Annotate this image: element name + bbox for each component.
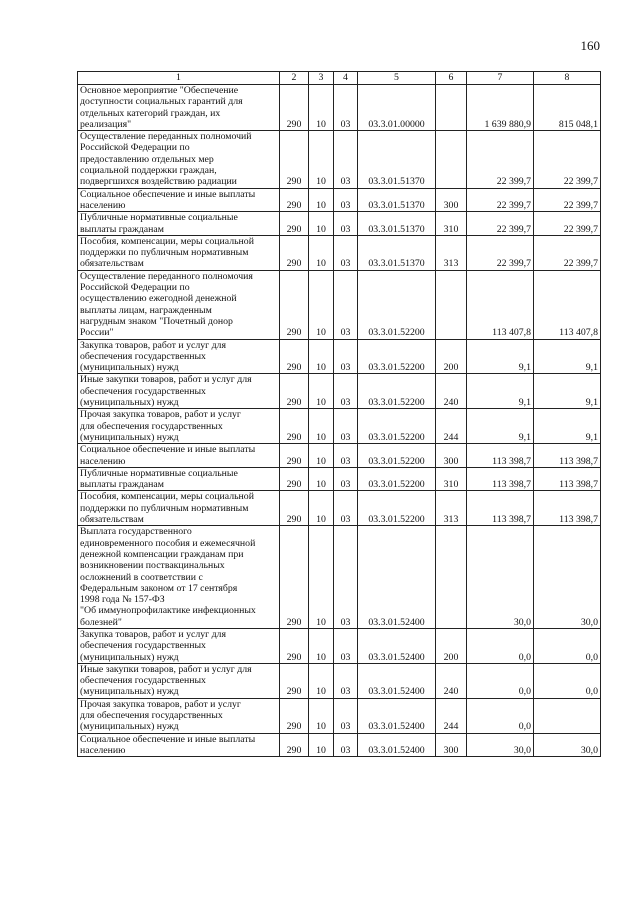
cell-name-line: Российской Федерации по — [80, 142, 190, 154]
cell-name-line: болезней" — [80, 616, 122, 628]
cell-name-line: (муниципальных) нужд — [80, 362, 179, 374]
cell-target-article: 03.3.01.51370 — [358, 212, 436, 236]
cell-amount-2: 9,1 — [534, 339, 601, 374]
cell-amount-2: 22 399,7 — [534, 212, 601, 236]
cell-target-article: 03.3.01.52400 — [358, 663, 436, 698]
cell-name-line: населению — [80, 744, 126, 756]
cell-expense-type: 244 — [436, 409, 467, 444]
cell-name-line: подвергшихся воздействию радиации — [80, 176, 237, 188]
cell-section: 10 — [309, 467, 334, 491]
cell-section: 10 — [309, 733, 334, 757]
cell-amount-2: 113 398,7 — [534, 444, 601, 468]
cell-expense-type: 200 — [436, 629, 467, 664]
cell-name-line: Пособия, компенсации, меры социальной — [80, 235, 254, 247]
cell-subsection: 03 — [334, 131, 358, 189]
cell-amount-2: 22 399,7 — [534, 235, 601, 270]
cell-name-line: возникновении поствакцинальных — [80, 560, 225, 572]
cell-expense-type: 300 — [436, 188, 467, 212]
cell-admin-code: 290 — [280, 467, 309, 491]
cell-admin-code: 290 — [280, 131, 309, 189]
cell-amount-2: 9,1 — [534, 409, 601, 444]
cell-name-line: Выплата государственного — [80, 526, 192, 538]
table-row — [78, 491, 601, 526]
cell-name-line: обеспечения государственных — [80, 385, 206, 397]
cell-admin-code: 290 — [280, 235, 309, 270]
cell-name-line: Основное мероприятие "Обеспечение — [80, 85, 239, 96]
cell-amount-2: 113 398,7 — [534, 491, 601, 526]
cell-name — [78, 85, 280, 131]
cell-subsection: 03 — [334, 212, 358, 236]
cell-amount-1: 0,0 — [467, 629, 534, 664]
cell-amount-2 — [534, 698, 601, 733]
cell-section: 10 — [309, 235, 334, 270]
cell-name-line: Иные закупки товаров, работ и услуг для — [80, 663, 252, 675]
cell-amount-2: 9,1 — [534, 374, 601, 409]
table-row — [78, 85, 601, 131]
cell-name-line: единовременного пособия и ежемесячной — [80, 537, 256, 549]
cell-amount-1: 113 398,7 — [467, 491, 534, 526]
cell-target-article: 03.3.01.52200 — [358, 339, 436, 374]
cell-name-line: Прочая закупка товаров, работ и услуг — [80, 409, 241, 421]
cell-subsection: 03 — [334, 339, 358, 374]
cell-name-line: денежной компенсации гражданам при — [80, 548, 244, 560]
cell-name — [78, 212, 280, 236]
cell-admin-code: 290 — [280, 733, 309, 757]
column-header: 8 — [534, 72, 601, 85]
cell-target-article: 03.3.01.52400 — [358, 526, 436, 629]
table-row — [78, 270, 601, 339]
cell-admin-code: 290 — [280, 663, 309, 698]
cell-name-line: (муниципальных) нужд — [80, 686, 179, 698]
cell-section: 10 — [309, 212, 334, 236]
cell-amount-1: 22 399,7 — [467, 131, 534, 189]
column-header: 5 — [358, 72, 436, 85]
cell-name-line: обязательствам — [80, 258, 144, 270]
cell-subsection: 03 — [334, 526, 358, 629]
cell-name-line: Российской Федерации по — [80, 282, 190, 294]
cell-amount-2: 0,0 — [534, 629, 601, 664]
cell-name — [78, 491, 280, 526]
cell-name-line: поддержки по публичным нормативным — [80, 247, 249, 259]
cell-name — [78, 235, 280, 270]
cell-name — [78, 131, 280, 189]
cell-name — [78, 270, 280, 339]
cell-name-line: отдельных категорий граждан, их — [80, 107, 221, 119]
cell-expense-type: 310 — [436, 467, 467, 491]
cell-subsection: 03 — [334, 444, 358, 468]
cell-amount-1: 22 399,7 — [467, 188, 534, 212]
cell-name-line: Закупка товаров, работ и услуг для — [80, 629, 226, 640]
cell-name-line: населению — [80, 455, 126, 467]
cell-name-line: Прочая закупка товаров, работ и услуг — [80, 698, 241, 710]
cell-name-line: обеспечения государственных — [80, 350, 206, 362]
cell-name-line: Федеральным законом от 17 сентября — [80, 582, 238, 594]
cell-section: 10 — [309, 131, 334, 189]
cell-name-line: поддержки по публичным нормативным — [80, 502, 249, 514]
cell-name-line: обеспечения государственных — [80, 640, 206, 652]
cell-subsection: 03 — [334, 663, 358, 698]
cell-name-line: Публичные нормативные социальные — [80, 467, 238, 479]
cell-subsection: 03 — [334, 733, 358, 757]
cell-subsection: 03 — [334, 235, 358, 270]
cell-name-line: обязательствам — [80, 514, 144, 526]
cell-name — [78, 409, 280, 444]
cell-name — [78, 733, 280, 757]
cell-target-article: 03.3.01.51370 — [358, 131, 436, 189]
cell-target-article: 03.3.01.52200 — [358, 409, 436, 444]
cell-name-line: реализация" — [80, 118, 132, 130]
cell-target-article: 03.3.01.52200 — [358, 374, 436, 409]
cell-section: 10 — [309, 491, 334, 526]
cell-admin-code: 290 — [280, 85, 309, 131]
cell-name — [78, 526, 280, 629]
cell-name-line: населению — [80, 199, 126, 211]
cell-name-line: доступности социальных гарантий для — [80, 96, 243, 108]
cell-subsection: 03 — [334, 85, 358, 131]
column-header: 6 — [436, 72, 467, 85]
cell-name-line: Осуществление переданных полномочий — [80, 131, 252, 143]
cell-admin-code: 290 — [280, 374, 309, 409]
cell-amount-1: 113 407,8 — [467, 270, 534, 339]
cell-amount-2: 22 399,7 — [534, 188, 601, 212]
table-body — [78, 72, 601, 757]
column-header: 1 — [78, 72, 280, 85]
cell-amount-1: 9,1 — [467, 339, 534, 374]
cell-amount-1: 9,1 — [467, 409, 534, 444]
column-header: 3 — [309, 72, 334, 85]
table-row — [78, 733, 601, 757]
cell-expense-type: 200 — [436, 339, 467, 374]
cell-section: 10 — [309, 663, 334, 698]
cell-expense-type — [436, 526, 467, 629]
cell-amount-2: 30,0 — [534, 733, 601, 757]
table-row — [78, 235, 601, 270]
cell-name-line: предоставлению отдельных мер — [80, 153, 214, 165]
cell-name-line: "Об иммунопрофилактике инфекционных — [80, 605, 256, 617]
table-row — [78, 374, 601, 409]
table-header-row — [78, 72, 601, 85]
cell-target-article: 03.3.01.52200 — [358, 444, 436, 468]
table-row — [78, 629, 601, 664]
cell-section: 10 — [309, 409, 334, 444]
cell-expense-type — [436, 131, 467, 189]
cell-amount-1: 1 639 880,9 — [467, 85, 534, 131]
cell-name-line: Социальное обеспечение и иные выплаты — [80, 444, 256, 456]
cell-admin-code: 290 — [280, 629, 309, 664]
table-row — [78, 131, 601, 189]
cell-subsection: 03 — [334, 270, 358, 339]
table-row — [78, 212, 601, 236]
cell-name-line: обеспечения государственных — [80, 675, 206, 687]
cell-name-line: Публичные нормативные социальные — [80, 212, 238, 224]
cell-amount-1: 22 399,7 — [467, 212, 534, 236]
cell-subsection: 03 — [334, 409, 358, 444]
cell-target-article: 03.3.01.52400 — [358, 629, 436, 664]
cell-name — [78, 698, 280, 733]
cell-name — [78, 444, 280, 468]
cell-expense-type: 240 — [436, 374, 467, 409]
column-header: 2 — [280, 72, 309, 85]
cell-subsection: 03 — [334, 188, 358, 212]
cell-subsection: 03 — [334, 491, 358, 526]
cell-section: 10 — [309, 374, 334, 409]
cell-subsection: 03 — [334, 629, 358, 664]
cell-expense-type: 310 — [436, 212, 467, 236]
cell-name-line: Иные закупки товаров, работ и услуг для — [80, 374, 252, 386]
cell-name-line: социальной поддержки граждан, — [80, 165, 217, 177]
cell-name-line: осуществлению ежегодной денежной — [80, 293, 237, 305]
cell-admin-code: 290 — [280, 444, 309, 468]
table-row — [78, 698, 601, 733]
cell-subsection: 03 — [334, 698, 358, 733]
cell-name-line: (муниципальных) нужд — [80, 721, 179, 733]
cell-target-article: 03.3.01.52400 — [358, 698, 436, 733]
cell-amount-1: 0,0 — [467, 663, 534, 698]
cell-expense-type: 313 — [436, 235, 467, 270]
cell-name-line: 1998 года № 157-ФЗ — [80, 594, 165, 606]
cell-section: 10 — [309, 444, 334, 468]
cell-name-line: России" — [80, 327, 114, 339]
cell-expense-type: 300 — [436, 444, 467, 468]
cell-name-line: (муниципальных) нужд — [80, 397, 179, 409]
cell-amount-1: 113 398,7 — [467, 444, 534, 468]
cell-amount-1: 113 398,7 — [467, 467, 534, 491]
cell-expense-type: 240 — [436, 663, 467, 698]
cell-amount-1: 22 399,7 — [467, 235, 534, 270]
cell-amount-2: 815 048,1 — [534, 85, 601, 131]
cell-admin-code: 290 — [280, 339, 309, 374]
cell-amount-2: 30,0 — [534, 526, 601, 629]
cell-admin-code: 290 — [280, 526, 309, 629]
cell-name — [78, 663, 280, 698]
cell-admin-code: 290 — [280, 188, 309, 212]
cell-amount-2: 22 399,7 — [534, 131, 601, 189]
cell-expense-type — [436, 270, 467, 339]
cell-expense-type: 300 — [436, 733, 467, 757]
cell-section: 10 — [309, 698, 334, 733]
cell-target-article: 03.3.01.52200 — [358, 467, 436, 491]
cell-name — [78, 374, 280, 409]
table-row — [78, 409, 601, 444]
column-header: 7 — [467, 72, 534, 85]
cell-amount-2: 0,0 — [534, 663, 601, 698]
cell-section: 10 — [309, 526, 334, 629]
cell-name-line: (муниципальных) нужд — [80, 651, 179, 663]
cell-name — [78, 629, 280, 664]
cell-admin-code: 290 — [280, 491, 309, 526]
cell-name-line: Социальное обеспечение и иные выплаты — [80, 188, 256, 200]
cell-name-line: выплаты гражданам — [80, 479, 164, 491]
cell-amount-1: 0,0 — [467, 698, 534, 733]
cell-amount-1: 9,1 — [467, 374, 534, 409]
cell-section: 10 — [309, 270, 334, 339]
column-header: 4 — [334, 72, 358, 85]
cell-name-line: Социальное обеспечение и иные выплаты — [80, 733, 256, 745]
cell-name — [78, 188, 280, 212]
cell-section: 10 — [309, 339, 334, 374]
cell-target-article: 03.3.01.00000 — [358, 85, 436, 131]
cell-section: 10 — [309, 188, 334, 212]
cell-name-line: для обеспечения государственных — [80, 710, 223, 722]
cell-expense-type — [436, 85, 467, 131]
cell-section: 10 — [309, 85, 334, 131]
cell-expense-type: 244 — [436, 698, 467, 733]
table-row — [78, 467, 601, 491]
table-row — [78, 188, 601, 212]
cell-target-article: 03.3.01.51370 — [358, 188, 436, 212]
cell-name-line: для обеспечения государственных — [80, 420, 223, 432]
cell-name — [78, 467, 280, 491]
budget-table — [77, 71, 601, 757]
cell-name-line: Закупка товаров, работ и услуг для — [80, 339, 226, 351]
cell-expense-type: 313 — [436, 491, 467, 526]
cell-name-line: осложнений в соответствии с — [80, 571, 203, 583]
cell-admin-code: 290 — [280, 270, 309, 339]
cell-admin-code: 290 — [280, 698, 309, 733]
cell-admin-code: 290 — [280, 409, 309, 444]
table-row — [78, 526, 601, 629]
cell-subsection: 03 — [334, 467, 358, 491]
cell-name-line: нагрудным знаком "Почетный донор — [80, 315, 233, 327]
cell-target-article: 03.3.01.52400 — [358, 733, 436, 757]
cell-amount-1: 30,0 — [467, 526, 534, 629]
cell-name — [78, 339, 280, 374]
table-row — [78, 339, 601, 374]
cell-admin-code: 290 — [280, 212, 309, 236]
page-number: 160 — [580, 38, 600, 53]
cell-name-line: Осуществление переданного полномочия — [80, 270, 253, 282]
table-row — [78, 444, 601, 468]
cell-target-article: 03.3.01.52200 — [358, 270, 436, 339]
cell-section: 10 — [309, 629, 334, 664]
cell-target-article: 03.3.01.52200 — [358, 491, 436, 526]
cell-name-line: выплаты гражданам — [80, 223, 164, 235]
cell-subsection: 03 — [334, 374, 358, 409]
table-row — [78, 663, 601, 698]
cell-name-line: (муниципальных) нужд — [80, 431, 179, 443]
cell-name-line: выплаты лицам, награжденным — [80, 304, 212, 316]
cell-target-article: 03.3.01.51370 — [358, 235, 436, 270]
cell-amount-1: 30,0 — [467, 733, 534, 757]
cell-name-line: Пособия, компенсации, меры социальной — [80, 491, 254, 503]
cell-amount-2: 113 398,7 — [534, 467, 601, 491]
cell-amount-2: 113 407,8 — [534, 270, 601, 339]
